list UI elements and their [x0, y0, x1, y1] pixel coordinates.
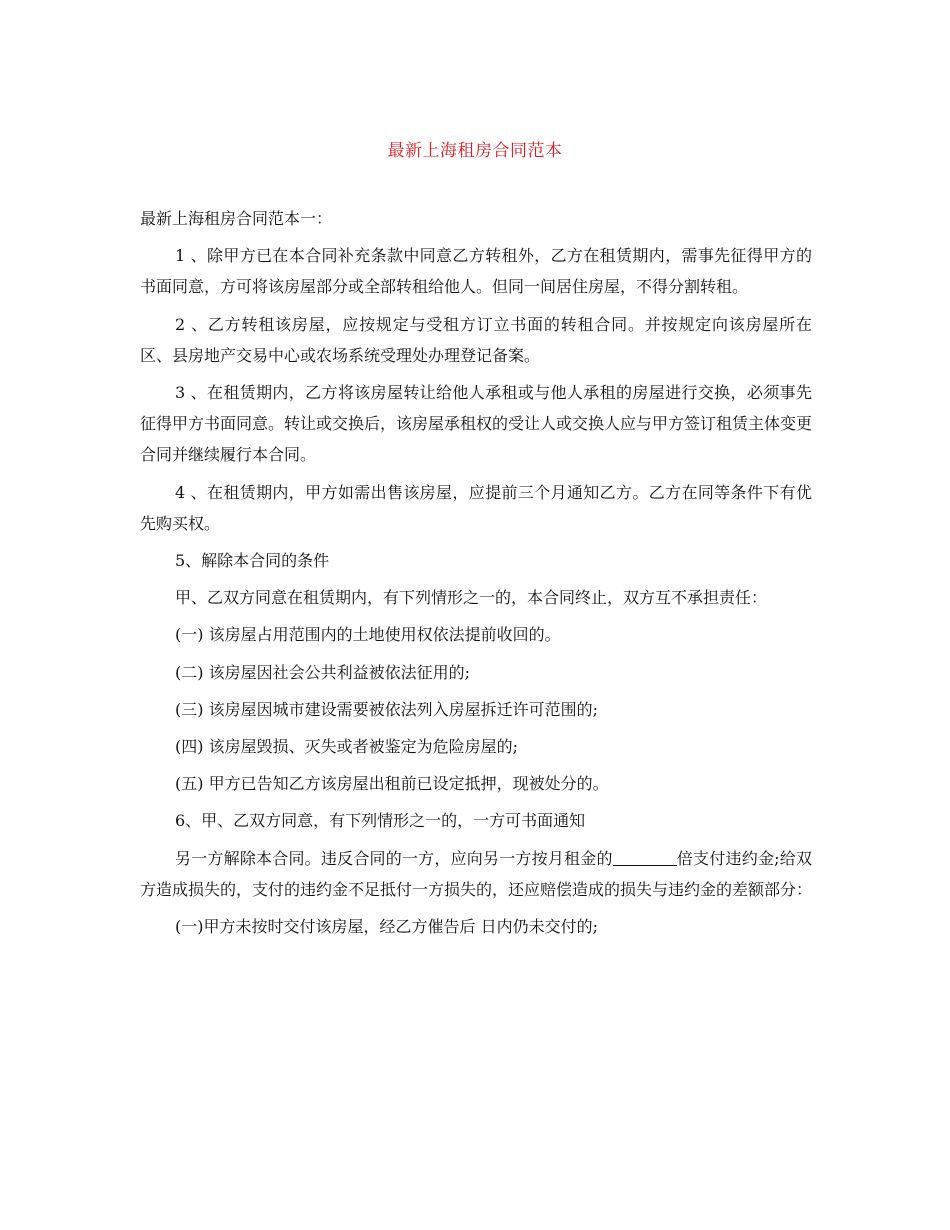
- paragraph-1: 1 、除甲方已在本合同补充条款中同意乙方转租外，乙方在租赁期内，需事先征得甲方的书面同意，方可将该房屋部分或全部转租给他人。但同一间居住房屋，不得分割转租。: [140, 246, 812, 297]
- list-item-5: (五) 甲方已告知乙方该房屋出租前已设定抵押，现被处分的。: [175, 774, 609, 794]
- list-item-4: (四) 该房屋毁损、灭失或者被鉴定为危险房屋的;: [175, 737, 518, 757]
- paragraph-4: 4 、在租赁期内，甲方如需出售该房屋，应提前三个月通知乙方。乙方在同等条件下有优先购买权。: [140, 482, 812, 533]
- document-title: 最新上海租房合同范本: [387, 141, 563, 161]
- paragraph-3: 3 、在租赁期内，乙方将该房屋转让给他人承租或与他人承租的房屋进行交换，必须事先征得甲方书面同意。转让或交换后，该房屋承租权的受让人或交换人应与甲方签订租赁主体变更合同并继续履行本合同。: [140, 383, 813, 465]
- section-6-heading: 6、甲、乙双方同意，有下列情形之一的，一方可书面通知: [175, 811, 586, 831]
- breach-text-before: 另一方解除本合同。违反合同的一方，应向另一方按月租金的: [175, 848, 613, 868]
- list-item-3: (三) 该房屋因城市建设需要被依法列入房屋拆迁许可范围的;: [175, 699, 598, 719]
- intro-line: 最新上海租房合同范本一：: [140, 209, 333, 228]
- paragraph-breach: [140, 843, 812, 905]
- section-5-heading: 5、解除本合同的条件: [175, 551, 330, 571]
- list-item-1: (一) 该房屋占用范围内的土地使用权依法提前收回的。: [175, 625, 561, 645]
- list-item-2: (二) 该房屋因社会公共利益被依法征用的;: [175, 662, 470, 682]
- paragraph-termination: 甲、乙双方同意在租赁期内，有下列情形之一的，本合同终止，双方互不承担责任：: [175, 588, 768, 608]
- breach-text-after: 倍支付违约金;给双方造成损失的，支付的违约金不足抵付一方损失的，还应赔偿造成的损失与违约金的差额部分：: [140, 848, 813, 899]
- list-item-last: (一)甲方未按时交付该房屋，经乙方催告后 日内仍未交付的;: [175, 917, 598, 937]
- document-body: [140, 203, 812, 948]
- fill-in-blank: [613, 847, 677, 866]
- paragraph-2: 2 、乙方转租该房屋，应按规定与受租方订立书面的转租合同。并按规定向该房屋所在区、县房地产交易中心或农场系统受理处办理登记备案。: [140, 314, 812, 365]
